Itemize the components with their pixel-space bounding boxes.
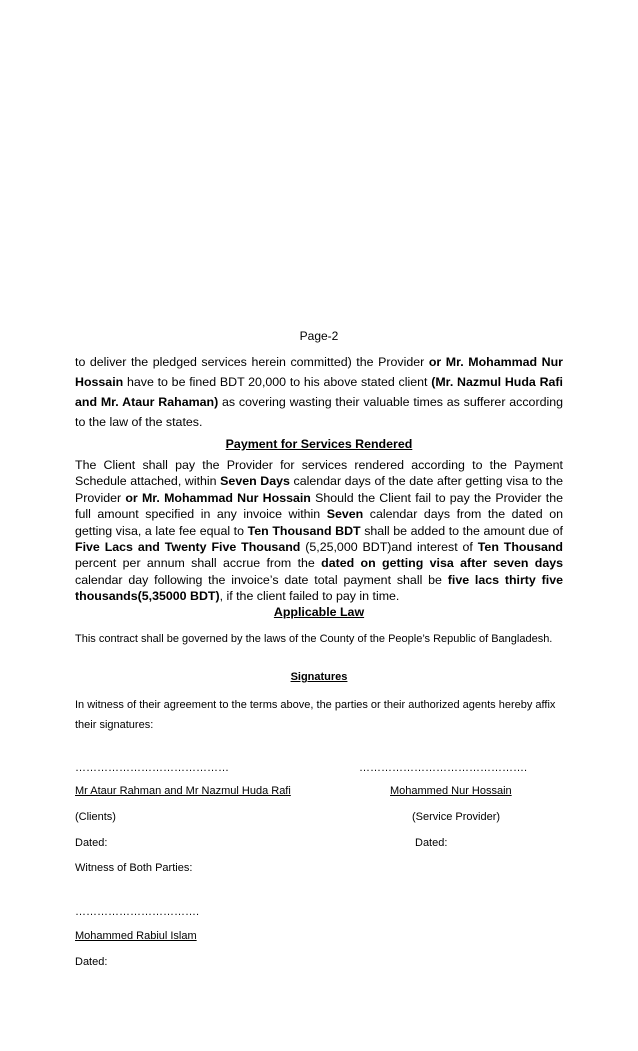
- provider-signature-line: ……………………………………….: [359, 762, 528, 774]
- text-run: calendar days of the date after getting visa to the Provider: [75, 474, 564, 505]
- text-run: , if the client failed to pay in time.: [219, 589, 400, 604]
- text-run: as covering wasting their valuable times as sufferer according to the law of the states.: [75, 395, 563, 429]
- text-run: percent per annum shall accrue from the: [75, 556, 322, 571]
- payment-paragraph: [75, 457, 563, 605]
- bold-run: Seven: [326, 507, 364, 522]
- text-run: to deliver the pledged services herein committed) the Provider: [75, 355, 429, 369]
- bold-run: or Mr. Mohammad Nur Hossain: [125, 490, 311, 505]
- client-signature-line: ……………………………………: [75, 762, 229, 774]
- text-run: (5,25,000 BDT)and interest of: [300, 540, 478, 555]
- bold-run: or Mr. Mohammad Nur Hossain: [75, 355, 563, 389]
- witness-name: Mohammed Rabiul Islam: [75, 930, 197, 942]
- bold-run: dated on getting visa after seven days: [321, 556, 563, 571]
- bold-run: Ten Thousand: [477, 540, 563, 555]
- bold-run: five lacs thirty five thousands(5,35000 BDT): [75, 572, 563, 604]
- bold-run: Ten Thousand BDT: [247, 523, 361, 538]
- bold-run: (Mr. Nazmul Huda Rafi and Mr. Ataur Rahaman): [75, 375, 563, 409]
- payment-heading: Payment for Services Rendered: [225, 437, 413, 451]
- witness-label: Witness of Both Parties:: [75, 862, 193, 874]
- signatures-heading: Signatures: [290, 671, 348, 683]
- witness-dated: Dated:: [75, 956, 108, 968]
- client-dated: Dated:: [75, 837, 108, 849]
- text-run: The Client shall pay the Provider for services rendered according to the Payment Schedule attached, within: [75, 458, 563, 489]
- text-run: calendar day following the invoice’s date total payment shall be: [75, 572, 448, 587]
- witness-paragraph: In witness of their agreement to the terms above, the parties or their authorized agents hereby affix their signatures:: [75, 699, 556, 731]
- continuation-paragraph: [75, 352, 563, 432]
- law-heading: Applicable Law: [273, 605, 365, 619]
- page-number: Page-2: [299, 329, 339, 343]
- text-run: have to be fined BDT 20,000 to his above stated client: [123, 375, 432, 389]
- client-name: Mr Ataur Rahman and Mr Nazmul Huda Rafi: [75, 785, 291, 797]
- client-role: (Clients): [75, 811, 116, 823]
- law-paragraph: This contract shall be governed by the laws of the County of the People’s Republic of Bangladesh.: [75, 633, 553, 645]
- bold-run: Seven Days: [220, 474, 290, 489]
- text-run: Should the Client fail to pay the Provider the full amount specified in any invoice within: [75, 490, 563, 522]
- provider-dated: Dated:: [415, 837, 448, 849]
- witness-signature-line: …………………………….: [75, 906, 200, 918]
- bold-run: Five Lacs and Twenty Five Thousand: [75, 540, 301, 555]
- provider-name: Mohammed Nur Hossain: [390, 785, 512, 797]
- text-run: shall be added to the amount due of: [360, 523, 563, 538]
- text-run: calendar days from the dated on getting visa, a late fee equal to: [75, 507, 563, 538]
- provider-role: (Service Provider): [412, 811, 501, 823]
